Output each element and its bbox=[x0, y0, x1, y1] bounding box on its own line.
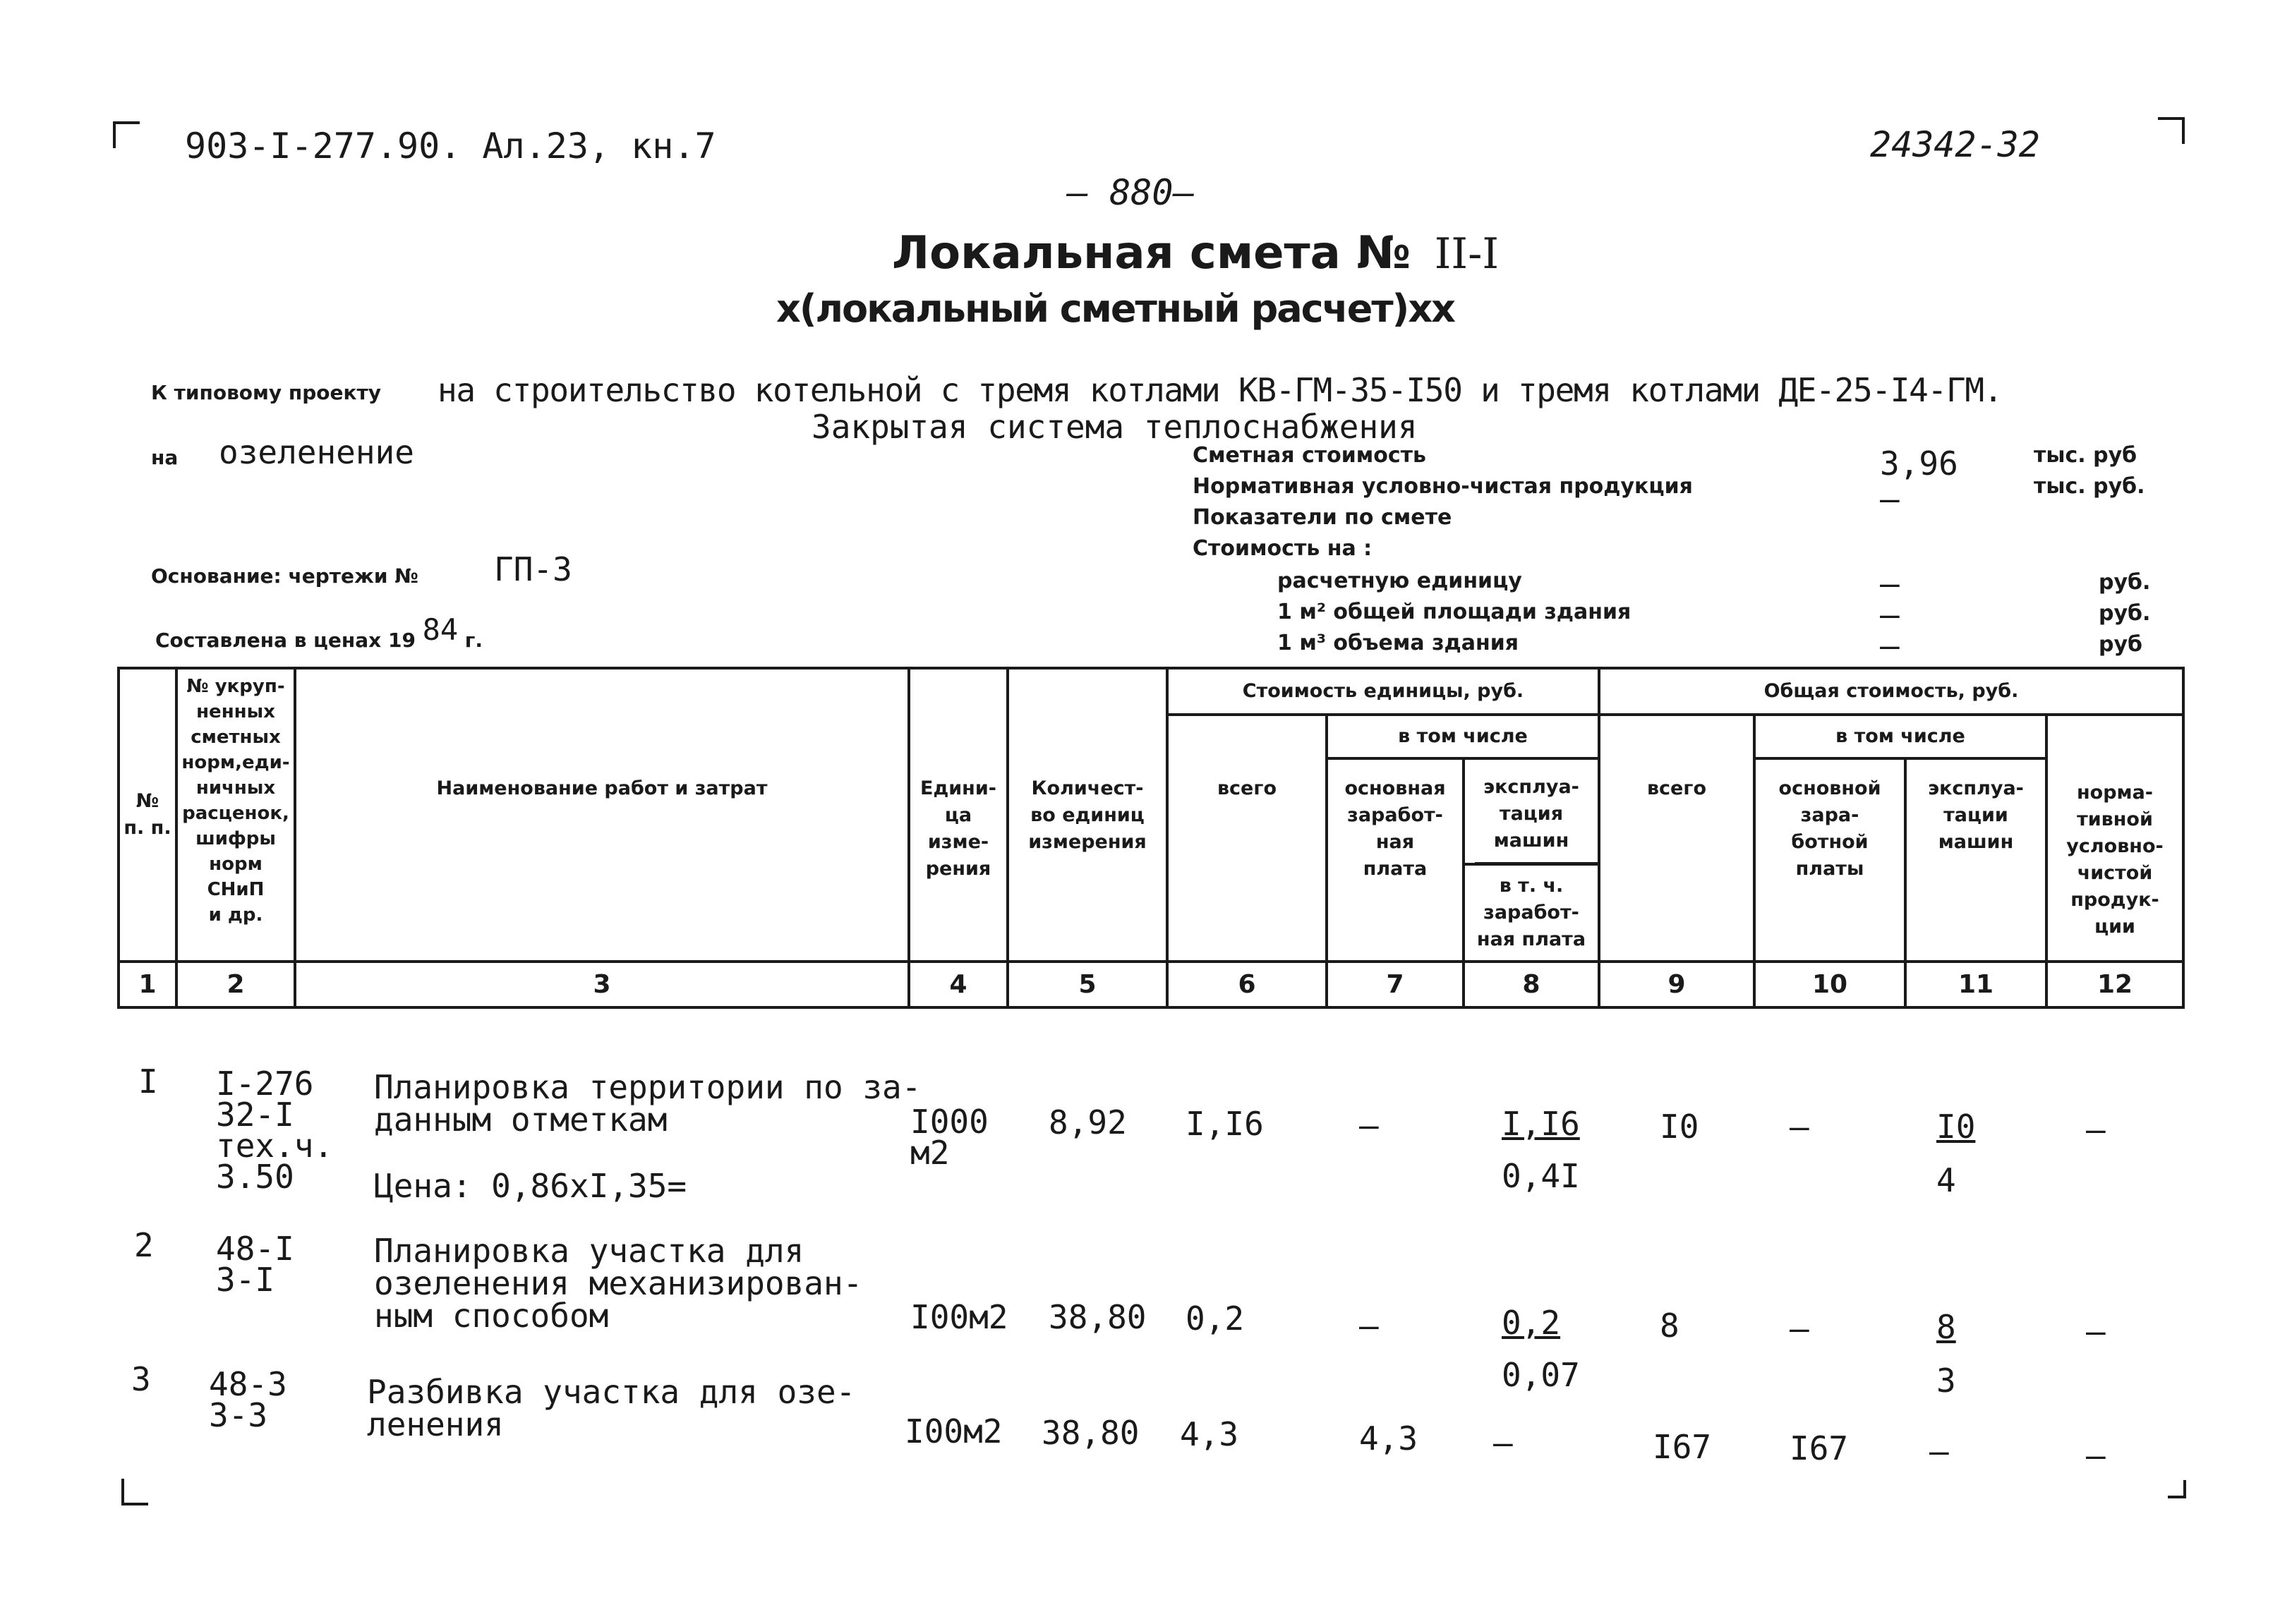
per-unit-value: — bbox=[1880, 564, 1900, 602]
col-number: 1 bbox=[117, 960, 178, 1009]
per-m3-unit: руб bbox=[2099, 632, 2142, 657]
row-unit-wage: — bbox=[1359, 1106, 1379, 1144]
row-total: I67 bbox=[1653, 1428, 1712, 1466]
col-header-total-machine: эксплуа- тации машин bbox=[1904, 757, 2048, 963]
row-normative: — bbox=[2086, 1110, 2106, 1149]
col-header-normative: норма- тивной условно- чистой продук- ции bbox=[2045, 713, 2185, 963]
normative-value: — bbox=[1880, 480, 1900, 518]
row-total-wage: I67 bbox=[1790, 1429, 1849, 1467]
basis-label: Основание: чертежи № bbox=[151, 564, 418, 588]
corner-mark-bottom-left bbox=[121, 1479, 148, 1505]
estimate-cost-value: 3,96 bbox=[1880, 444, 1958, 483]
prices-line bbox=[155, 612, 483, 654]
row-work-name: Разбивка участка для озе- ленения bbox=[367, 1373, 856, 1443]
row-unit-machine-wage: 0,07 bbox=[1502, 1356, 1580, 1394]
col-number: 2 bbox=[175, 960, 296, 1009]
col-header-work-name: Наименование работ и затрат bbox=[294, 667, 910, 963]
row-normative: — bbox=[2086, 1436, 2106, 1474]
col-group-total-cost: Общая стоимость, руб. bbox=[1598, 667, 2185, 716]
row-quantity: 8,92 bbox=[1049, 1103, 1127, 1141]
corner-mark-bottom-right bbox=[2168, 1480, 2186, 1498]
header-divider-line bbox=[1475, 862, 1598, 864]
col-subgroup-total-incl: в том числе bbox=[1753, 713, 2048, 760]
col-number: 5 bbox=[1006, 960, 1169, 1009]
col-number: 8 bbox=[1462, 960, 1600, 1009]
row-code: 48-3 3-3 bbox=[209, 1365, 287, 1434]
subject-value: озеленение bbox=[219, 433, 414, 471]
prices-label: Составлена в ценах 19 bbox=[155, 629, 416, 652]
col-number: 6 bbox=[1166, 960, 1328, 1009]
estimate-cost-unit: тыс. руб bbox=[2034, 443, 2137, 468]
row-code: 48-I 3-I bbox=[216, 1230, 294, 1299]
corner-mark-top-left bbox=[113, 121, 140, 148]
row-total: I0 bbox=[1660, 1108, 1699, 1146]
col-number: 7 bbox=[1325, 960, 1465, 1009]
page-number: — 880— bbox=[1067, 172, 1195, 213]
col-number: 10 bbox=[1753, 960, 1907, 1009]
row-quantity: 38,80 bbox=[1042, 1414, 1140, 1452]
col-header-total-wage: основной зара- ботной платы bbox=[1753, 757, 1907, 963]
row-unit-total: 4,3 bbox=[1180, 1415, 1239, 1453]
row-work-name: Планировка территории по за- данным отметкам bbox=[374, 1068, 922, 1139]
struck-subtitle: х(локальный сметный расчет)хх bbox=[776, 286, 1455, 331]
row-total: 8 bbox=[1660, 1307, 1679, 1345]
normative-label: Нормативная условно-чистая продукция bbox=[1193, 474, 1693, 499]
col-subgroup-unit-incl: в том числе bbox=[1325, 713, 1600, 760]
row-normative: — bbox=[2086, 1312, 2106, 1350]
estimate-title bbox=[892, 227, 1499, 279]
row-total-machine-wage: 3 bbox=[1936, 1362, 1956, 1400]
per-m2-unit: руб. bbox=[2099, 601, 2151, 626]
estimate-table-header bbox=[117, 667, 2185, 1009]
inventory-number: 24342-32 bbox=[1870, 124, 2040, 165]
per-m3-label: 1 м³ объема здания bbox=[1277, 631, 1519, 655]
per-unit-unit: руб. bbox=[2099, 570, 2151, 595]
row-total-wage: — bbox=[1790, 1309, 1809, 1347]
col-header-unit-machine-wage: в т. ч. заработ- ная плата bbox=[1462, 863, 1600, 963]
row-unit: I00м2 bbox=[910, 1298, 1008, 1336]
row-total-machine: 8 bbox=[1936, 1308, 1956, 1346]
row-unit-machine: 0,2 bbox=[1502, 1304, 1561, 1342]
per-m2-label: 1 м² общей площади здания bbox=[1277, 600, 1631, 624]
indicators-label: Показатели по смете bbox=[1193, 505, 1452, 530]
col-number: 4 bbox=[907, 960, 1009, 1009]
col-header-no: № п. п. bbox=[117, 667, 178, 963]
col-header-quantity: Количест- во единиц измерения bbox=[1006, 667, 1169, 963]
row-unit-wage: — bbox=[1359, 1307, 1379, 1345]
estimate-title-text: Локальная смета № bbox=[892, 227, 1411, 279]
col-group-unit-cost: Стоимость единицы, руб. bbox=[1166, 667, 1600, 716]
col-number: 9 bbox=[1598, 960, 1756, 1009]
row-price-note: Цена: 0,86хI,35= bbox=[374, 1167, 687, 1205]
cost-per-label: Стоимость на : bbox=[1193, 536, 1373, 561]
document-id: 903-I-277.90. Ал.23, кн.7 bbox=[185, 126, 716, 166]
estimate-cost-label: Сметная стоимость bbox=[1193, 443, 1427, 468]
normative-unit: тыс. руб. bbox=[2034, 474, 2145, 499]
row-quantity: 38,80 bbox=[1049, 1298, 1147, 1336]
prices-suffix: г. bbox=[464, 629, 483, 652]
row-number: I bbox=[138, 1062, 158, 1101]
col-number: 3 bbox=[294, 960, 910, 1009]
per-m3-value: — bbox=[1880, 626, 1900, 665]
per-unit-label: расчетную единицу bbox=[1277, 569, 1522, 593]
col-header-unit: Едини- ца изме- рения bbox=[907, 667, 1009, 963]
row-code: I-276 32-I тех.ч. 3.50 bbox=[216, 1065, 334, 1196]
row-unit: I00м2 bbox=[905, 1412, 1003, 1450]
row-total-wage: — bbox=[1790, 1108, 1809, 1146]
project-system: Закрытая система теплоснабжения bbox=[812, 408, 1418, 446]
col-number: 12 bbox=[2045, 960, 2185, 1009]
col-header-unit-machine: эксплуа- тация машин bbox=[1462, 757, 1600, 866]
project-description: на строительство котельной с тремя котлами КВ-ГМ-35-I50 и тремя котлами ДЕ-25-I4-ГМ. bbox=[438, 371, 2003, 409]
estimate-number: II-I bbox=[1434, 229, 1500, 279]
col-header-unit-total: всего bbox=[1166, 713, 1328, 963]
col-number: 11 bbox=[1904, 960, 2048, 1009]
corner-mark-top-right bbox=[2158, 117, 2185, 144]
row-total-machine: — bbox=[1929, 1432, 1949, 1470]
row-unit-machine-wage: 0,4I bbox=[1502, 1157, 1580, 1195]
row-total-machine: I0 bbox=[1936, 1108, 1976, 1146]
row-total-machine-wage: 4 bbox=[1936, 1161, 1956, 1199]
row-unit-machine: — bbox=[1493, 1424, 1513, 1462]
row-unit-machine: I,I6 bbox=[1502, 1105, 1580, 1143]
prices-year: 84 bbox=[422, 612, 459, 647]
row-number: 2 bbox=[134, 1226, 154, 1264]
project-prefix: К типовому проекту bbox=[151, 381, 382, 404]
subject-label: на bbox=[151, 446, 179, 469]
row-unit: I000 м2 bbox=[910, 1103, 989, 1172]
col-header-code: № укруп- ненных сметных норм,еди- ничных расценок, шифры норм СНиП и др. bbox=[175, 667, 296, 963]
per-m2-value: — bbox=[1880, 595, 1900, 634]
row-unit-wage: 4,3 bbox=[1359, 1419, 1418, 1458]
basis-value: ГП-3 bbox=[494, 550, 572, 588]
col-header-unit-wage: основная заработ- ная плата bbox=[1325, 757, 1465, 963]
col-header-total: всего bbox=[1598, 713, 1756, 963]
row-unit-total: 0,2 bbox=[1186, 1299, 1245, 1338]
row-unit-total: I,I6 bbox=[1186, 1105, 1264, 1143]
row-work-name: Планировка участка для озеленения механизирован- ным способом bbox=[374, 1232, 863, 1335]
row-number: 3 bbox=[131, 1360, 151, 1398]
